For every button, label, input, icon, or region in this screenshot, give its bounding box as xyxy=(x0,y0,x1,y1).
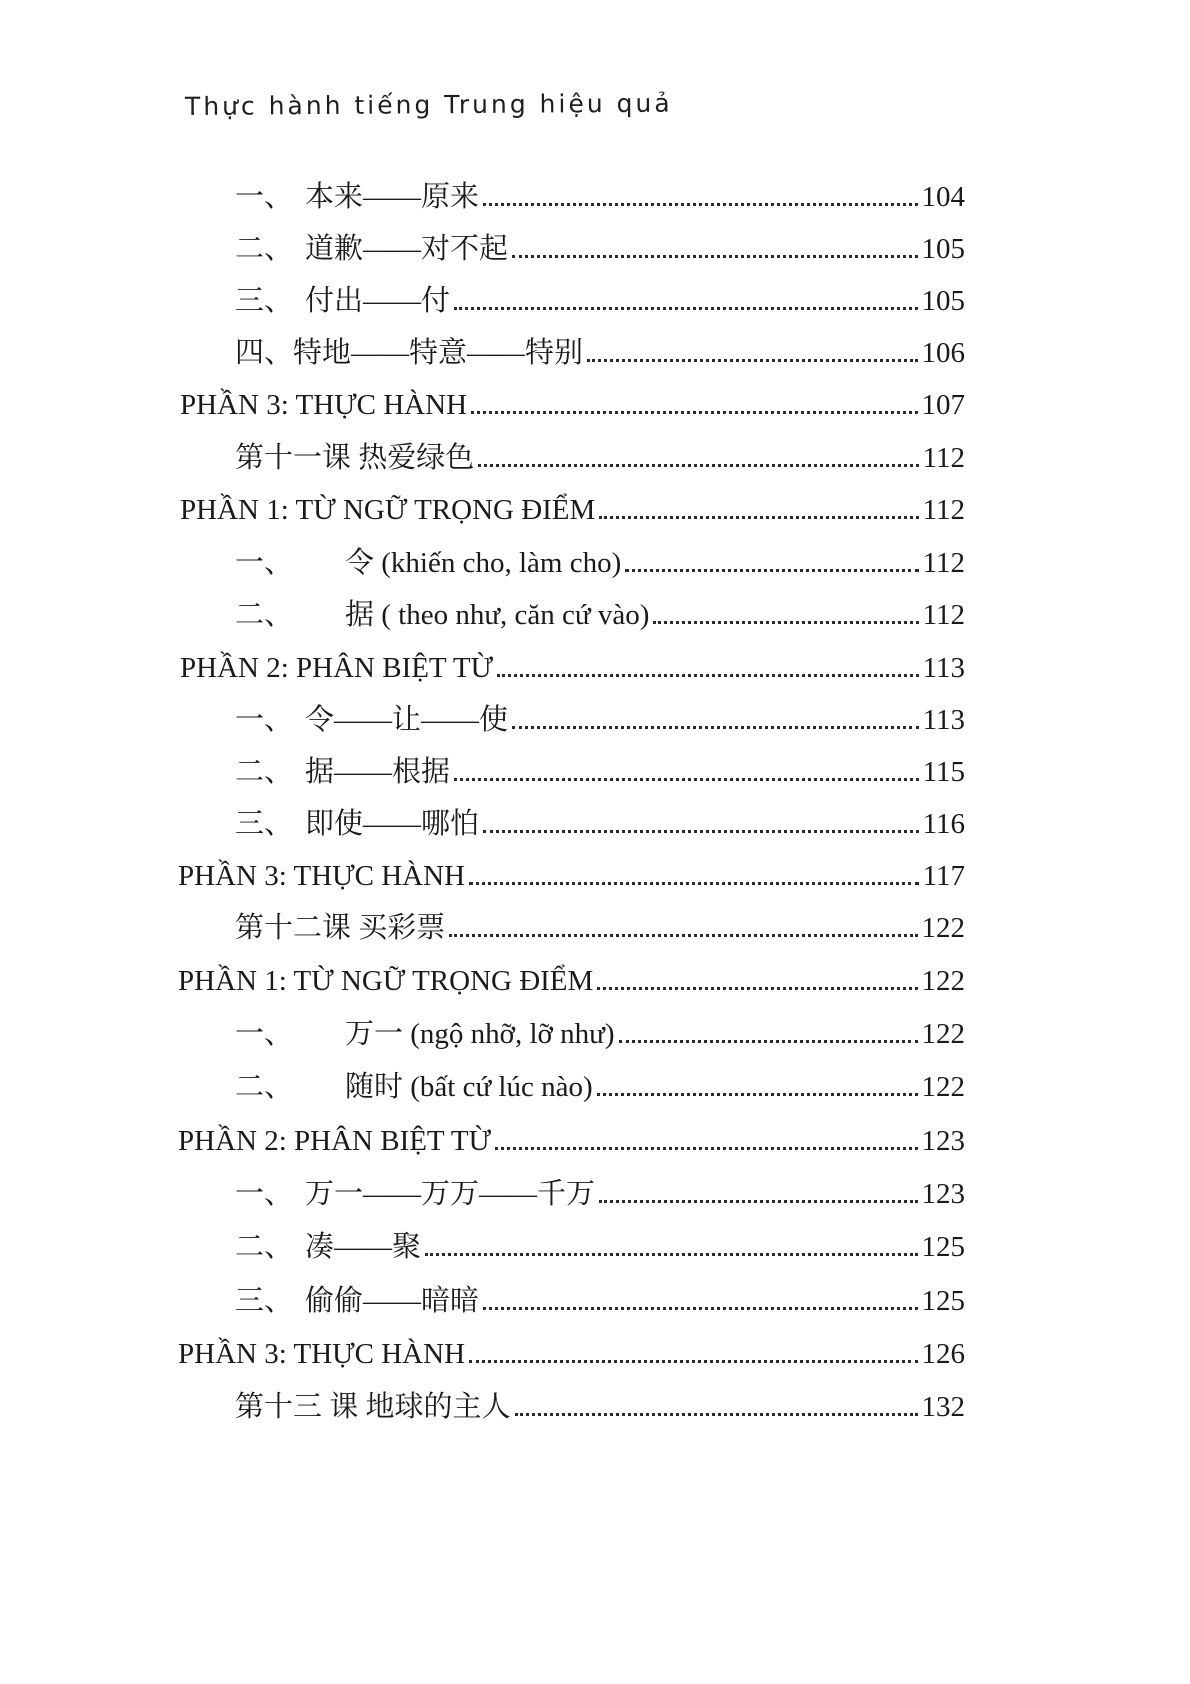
dot-leader xyxy=(497,673,918,677)
toc-entry-page: 126 xyxy=(921,1337,965,1370)
toc-entry[interactable] xyxy=(178,1114,965,1158)
toc-entry-number: 二、 xyxy=(235,232,294,265)
toc-entry-page: 122 xyxy=(921,964,965,997)
toc-entry-page: 125 xyxy=(921,1284,965,1317)
toc-entry[interactable] xyxy=(235,431,965,475)
toc-entry-number: 一、 xyxy=(235,1017,294,1050)
toc-entry-page: 132 xyxy=(921,1390,965,1423)
toc-entry-page: 106 xyxy=(921,336,965,369)
toc-entry-title: 据 ( theo như, căn cứ vào) xyxy=(345,598,650,631)
toc-entry[interactable] xyxy=(178,954,965,998)
toc-entry-title: PHẦN 2: PHÂN BIỆT TỪ xyxy=(178,1124,492,1157)
toc-entry-title: 即使——哪怕 xyxy=(305,807,480,840)
toc-entry-page: 112 xyxy=(922,493,965,526)
toc-entry[interactable] xyxy=(235,1167,965,1211)
dot-leader xyxy=(599,515,918,519)
running-header: Thực hành tiếng Trung hiệu quả xyxy=(184,88,673,121)
toc-entry-number: 一、 xyxy=(235,180,294,213)
toc-entry-number: 一、 xyxy=(235,1177,294,1210)
toc-entry[interactable] xyxy=(235,1274,965,1318)
toc-entry[interactable] xyxy=(235,1060,965,1104)
dot-leader xyxy=(597,986,917,990)
toc-entry-title: 付出——付 xyxy=(305,284,451,317)
dot-leader xyxy=(515,1412,918,1416)
toc-entry[interactable] xyxy=(235,901,965,945)
toc-entry[interactable] xyxy=(180,483,965,527)
toc-entry-number: 一、 xyxy=(235,546,294,579)
toc-entry-page: 117 xyxy=(922,859,965,892)
toc-entry-page: 112 xyxy=(922,598,965,631)
toc-entry-number: 一、 xyxy=(235,703,294,736)
dot-leader xyxy=(619,1039,918,1043)
toc-entry-title: 第十二课 买彩票 xyxy=(235,911,446,944)
toc-entry[interactable] xyxy=(235,1007,965,1051)
dot-leader xyxy=(512,725,919,729)
toc-entry-number: 四、 xyxy=(235,336,294,369)
dot-leader xyxy=(478,463,918,467)
toc-entry-page: 107 xyxy=(921,388,965,421)
toc-entry[interactable] xyxy=(235,274,965,318)
toc-entry[interactable] xyxy=(235,588,965,632)
toc-entry-title: 偷偷——暗暗 xyxy=(305,1284,480,1317)
toc-entry[interactable] xyxy=(235,745,965,789)
toc-entry[interactable] xyxy=(235,222,965,266)
toc-entry-title: 道歉——对不起 xyxy=(305,232,509,265)
toc-entry-title: 令——让——使 xyxy=(305,703,509,736)
toc-entry-title: 令 (khiến cho, làm cho) xyxy=(345,546,622,579)
toc-entry-title: PHẦN 3: THỰC HÀNH xyxy=(180,388,468,421)
toc-entry-title: 据——根据 xyxy=(305,755,451,788)
toc-entry-page: 104 xyxy=(921,180,965,213)
dot-leader xyxy=(469,1359,917,1363)
toc-entry-number: 二、 xyxy=(235,598,294,631)
toc-entry-title: 本来——原来 xyxy=(305,180,480,213)
toc-entry-title: PHẦN 3: THỰC HÀNH xyxy=(178,1337,466,1370)
toc-entry-page: 123 xyxy=(921,1177,965,1210)
toc-entry-number: 二、 xyxy=(235,1230,294,1263)
dot-leader xyxy=(625,568,918,572)
toc-entry-page: 113 xyxy=(922,703,965,736)
toc-entry-page: 105 xyxy=(921,284,965,317)
toc-entry[interactable] xyxy=(235,536,965,580)
toc-entry-number: 三、 xyxy=(235,1284,294,1317)
dot-leader xyxy=(653,620,918,624)
toc-entry-title: PHẦN 1: TỪ NGỮ TRỌNG ĐIỂM xyxy=(180,493,596,526)
toc-entry-number: 三、 xyxy=(235,807,294,840)
toc-entry-number: 三、 xyxy=(235,284,294,317)
dot-leader xyxy=(495,1146,917,1150)
toc-entry[interactable] xyxy=(178,1327,965,1371)
toc-entry[interactable] xyxy=(235,170,965,214)
toc-entry-number: 二、 xyxy=(235,1070,294,1103)
dot-leader xyxy=(454,777,919,781)
dot-leader xyxy=(483,202,917,206)
toc-entry-page: 116 xyxy=(922,807,965,840)
toc-entry-title: PHẦN 1: TỪ NGỮ TRỌNG ĐIỂM xyxy=(178,964,594,997)
toc-entry-title: 第十一课 热爱绿色 xyxy=(235,441,475,474)
toc-entry[interactable] xyxy=(235,326,965,370)
toc-entry-page: 112 xyxy=(922,546,965,579)
dot-leader xyxy=(469,881,919,885)
dot-leader xyxy=(471,410,917,414)
toc-entry[interactable] xyxy=(180,641,965,685)
dot-leader xyxy=(425,1252,917,1256)
toc-entry-title: 万一——万万——千万 xyxy=(305,1177,596,1210)
toc-entry-title: 特地——特意——特别 xyxy=(293,336,584,369)
dot-leader xyxy=(454,306,917,310)
toc-entry-page: 122 xyxy=(921,1017,965,1050)
toc-entry[interactable] xyxy=(180,378,965,422)
toc-entry-page: 125 xyxy=(921,1230,965,1263)
toc-entry-page: 122 xyxy=(921,911,965,944)
toc-entry[interactable] xyxy=(235,693,965,737)
toc-entry-title: 凑——聚 xyxy=(305,1230,422,1263)
toc-entry[interactable] xyxy=(178,849,965,893)
dot-leader xyxy=(483,829,919,833)
toc-entry-page: 105 xyxy=(921,232,965,265)
toc-entry-page: 123 xyxy=(921,1124,965,1157)
toc-entry-title: PHẦN 3: THỰC HÀNH xyxy=(178,859,466,892)
dot-leader xyxy=(512,254,917,258)
dot-leader xyxy=(599,1199,917,1203)
dot-leader xyxy=(449,933,917,937)
toc-entry-title: 万一 (ngộ nhỡ, lỡ như) xyxy=(345,1017,615,1050)
toc-entry-title: PHẦN 2: PHÂN BIỆT TỪ xyxy=(180,651,494,684)
dot-leader xyxy=(597,1092,918,1096)
toc-entry-title: 随时 (bất cứ lúc nào) xyxy=(345,1070,593,1103)
toc-entry-page: 115 xyxy=(922,755,965,788)
dot-leader xyxy=(483,1306,917,1310)
toc-entry-page: 122 xyxy=(921,1070,965,1103)
toc-entry-page: 113 xyxy=(922,651,965,684)
toc-entry[interactable] xyxy=(235,797,965,841)
toc-entry-page: 112 xyxy=(922,441,965,474)
dot-leader xyxy=(587,358,917,362)
toc-entry[interactable] xyxy=(235,1380,965,1424)
toc-entry[interactable] xyxy=(235,1220,965,1264)
toc-entry-number: 二、 xyxy=(235,755,294,788)
toc-entry-title: 第十三 课 地球的主人 xyxy=(235,1390,511,1423)
